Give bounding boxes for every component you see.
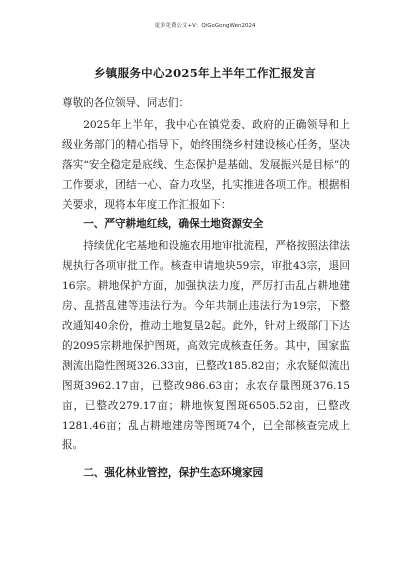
section-1-heading: 一、严守耕地红线，确保土地资源安全 [83, 218, 264, 231]
document-body [62, 94, 350, 484]
header-note: 更多免费公文+V：QiGoGongWen2024 [154, 23, 256, 29]
intro-paragraph: 2025年上半年，我中心在镇党委、政府的正确领导和上级业务部门的精心指导下，始终围绕乡村建设核心任务，坚决落实“安全稳定是底线、生态保护是基础、发展振兴是目标”的工作要求，团结一心、奋力攻坚，扎实推进各项工作。根据相关要求，现将本年度工作汇报如下： [62, 118, 350, 211]
document-title: 乡镇服务中心2025年上半年工作汇报发言 [93, 66, 316, 80]
salutation: 尊敬的各位领导、同志们： [62, 97, 190, 109]
section-2-heading: 二、强化林业管控，保护生态环境家园 [83, 467, 264, 480]
section-1-paragraph: 持续优化宅基地和设施农用地审批流程，严格按照法律法规执行各项审批工作。核查申请地块59宗，审批43宗，退回16宗。耕地保护方面，加强执法力度，严厉打击乱占耕地建房、乱搭乱建等违法行为。今年共制止违法行为19宗，下整改通知40余份，推动土地复垦2起。此外，针对上级部门下达的2095宗耕地保护图斑，高效完成核查任务。其中，国家监测流出隐性图斑326.33亩，已整改185.82亩；永农疑似流出图斑3962.17亩，已整改986.63亩；永农存量图斑376.15亩，已整改279.17亩；耕地恢复图斑6505.52亩，已整改1281.46亩；乱占耕地建房等图斑74个，已全部核查完成上报。 [62, 240, 350, 452]
